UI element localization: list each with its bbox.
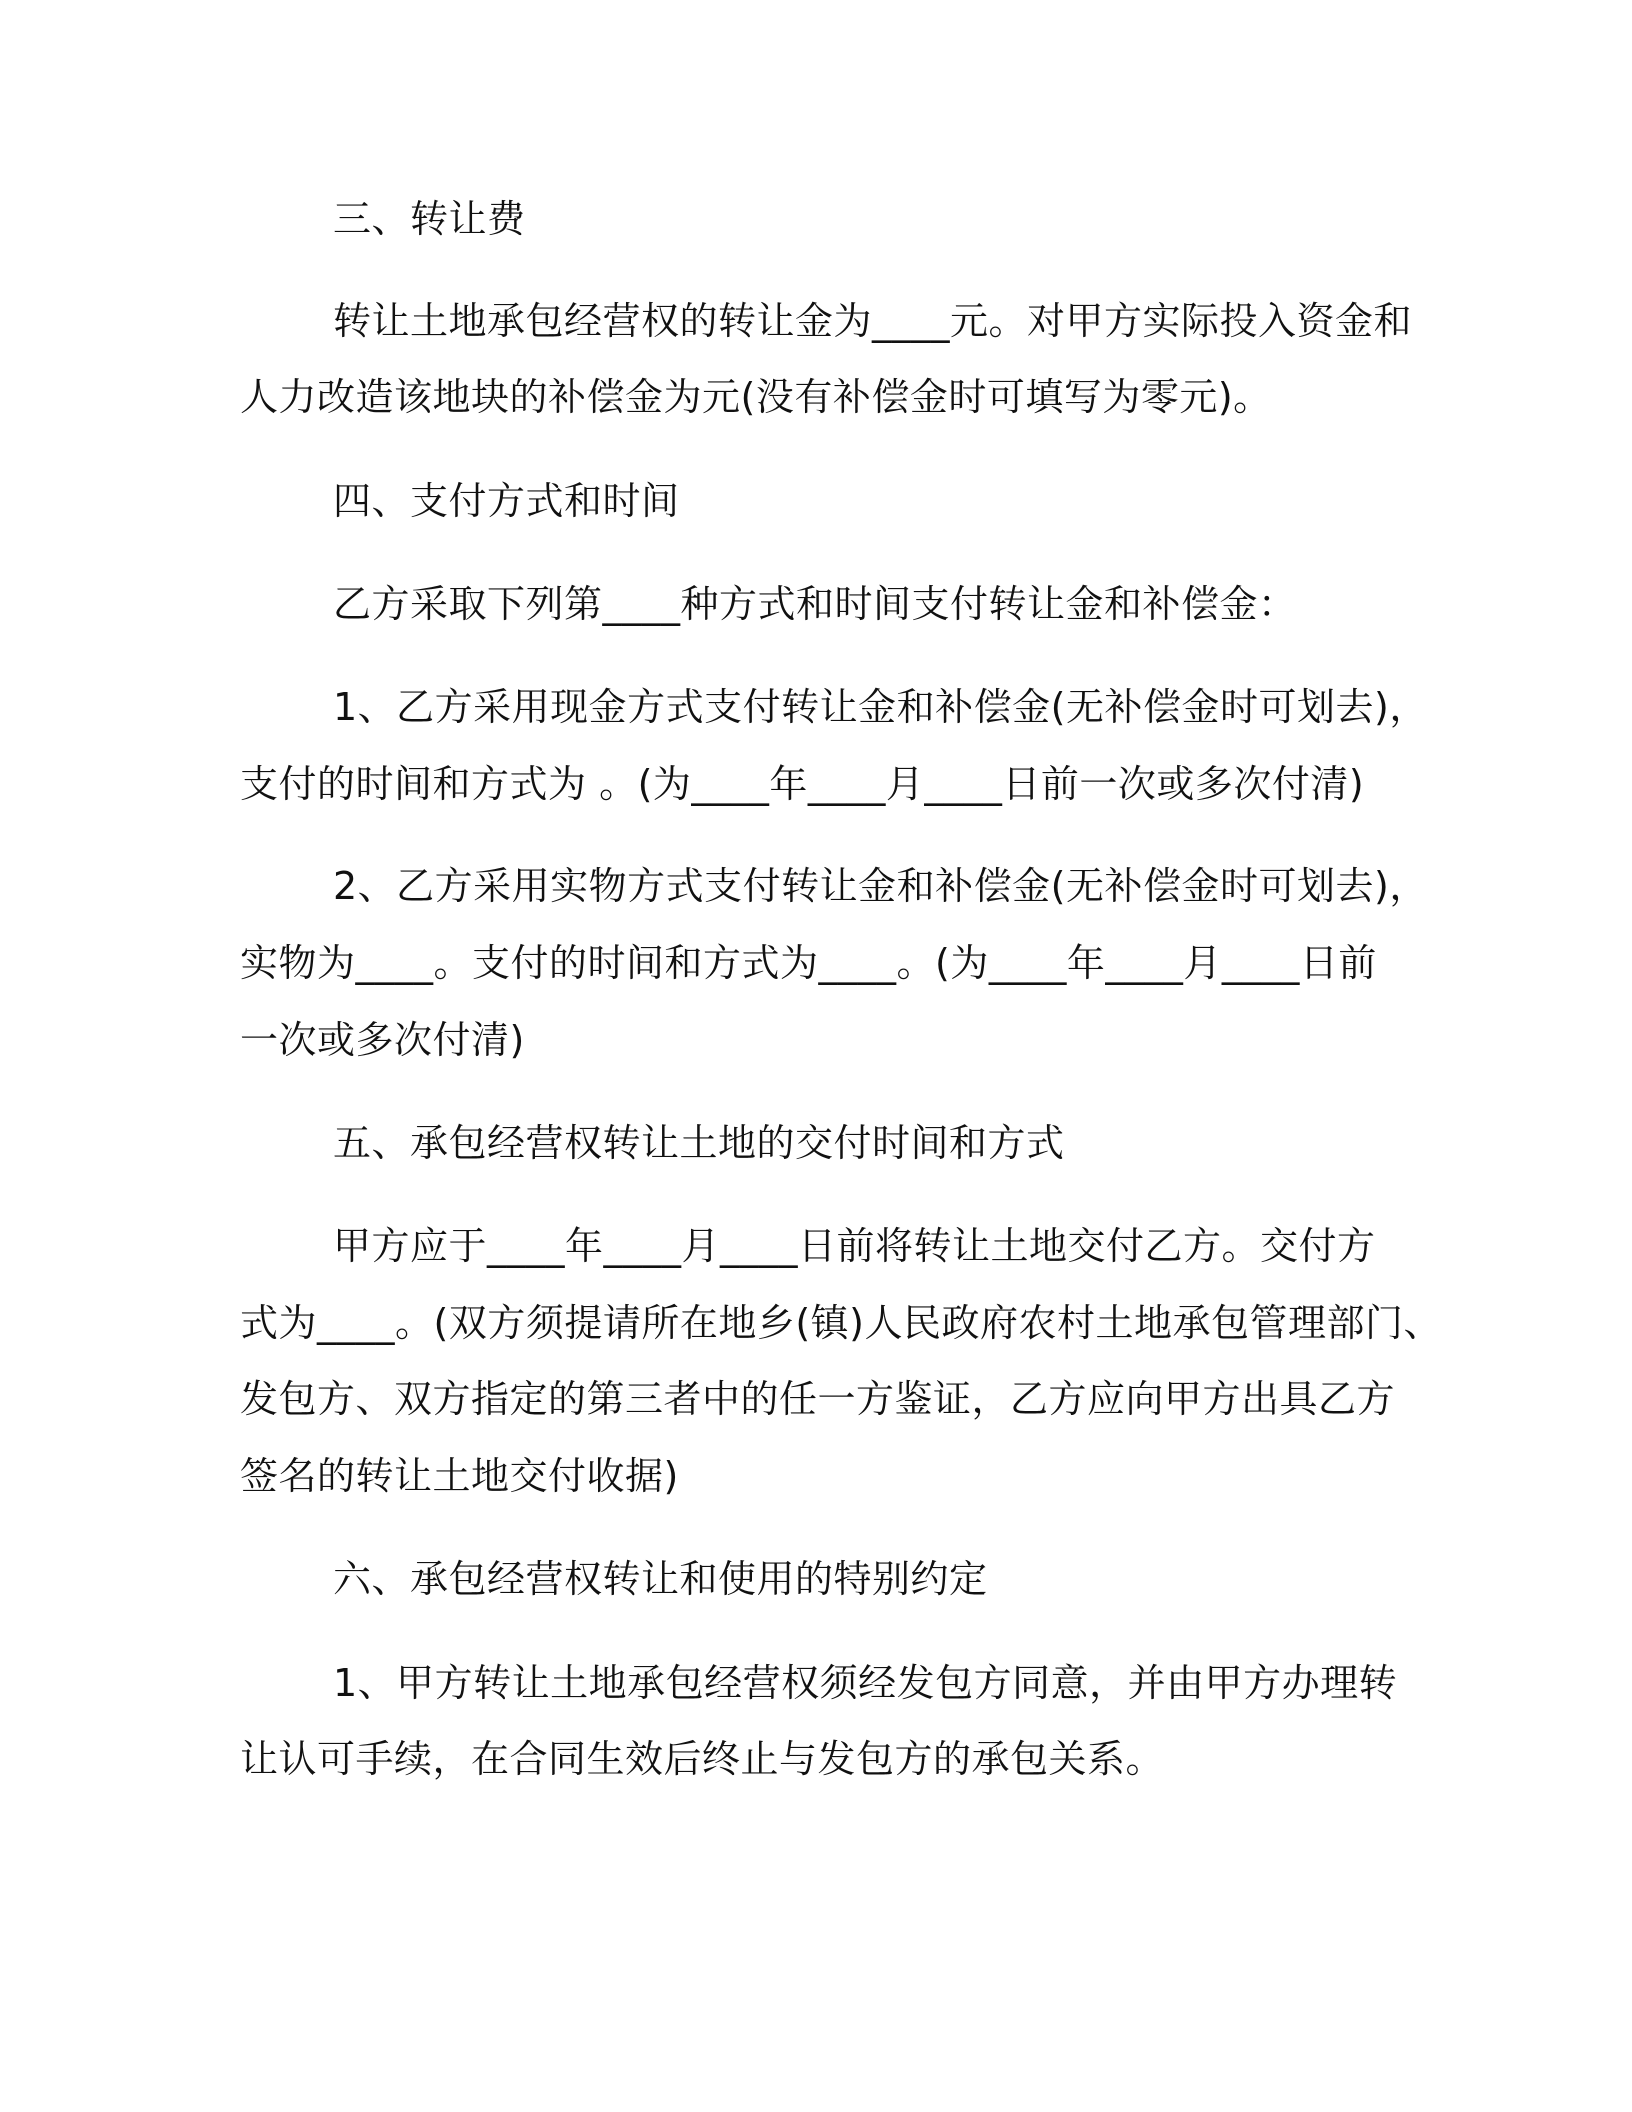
paragraph-line: 人力改造该地块的补偿金为元(没有补偿金时可填写为零元)。 (240, 375, 1272, 419)
paragraph-line: 支付的时间和方式为 。(为____年____月____日前一次或多次付清) (240, 762, 1365, 806)
paragraph-line: 让认可手续，在合同生效后终止与发包方的承包关系。 (240, 1737, 1165, 1781)
section-heading-transfer-fee: 三、转让费 (333, 197, 526, 241)
paragraph-line: 式为____。(双方须提请所在地乡(镇)人民政府农村土地承包管理部门、 (240, 1301, 1442, 1345)
paragraph-line: 一次或多次付清) (240, 1018, 525, 1062)
paragraph-line: 签名的转让土地交付收据) (240, 1454, 679, 1498)
paragraph-line: 转让土地承包经营权的转让金为____元。对甲方实际投入资金和 (333, 299, 1413, 343)
section-heading-payment: 四、支付方式和时间 (333, 479, 680, 523)
paragraph-line: 实物为____。支付的时间和方式为____。(为____年____月____日前 (240, 941, 1377, 985)
section-heading-delivery: 五、承包经营权转让土地的交付时间和方式 (333, 1121, 1065, 1165)
paragraph-line: 发包方、双方指定的第三者中的任一方鉴证，乙方应向甲方出具乙方 (240, 1377, 1396, 1421)
paragraph-line: 2、乙方采用实物方式支付转让金和补偿金(无补偿金时可划去)， (333, 864, 1428, 908)
paragraph-line: 乙方采取下列第____种方式和时间支付转让金和补偿金： (333, 582, 1297, 626)
paragraph-line: 1、甲方转让土地承包经营权须经发包方同意，并由甲方办理转 (333, 1661, 1398, 1705)
paragraph-line: 1、乙方采用现金方式支付转让金和补偿金(无补偿金时可划去)， (333, 685, 1428, 729)
paragraph-line: 甲方应于____年____月____日前将转让土地交付乙方。交付方 (333, 1224, 1376, 1268)
section-heading-special-terms: 六、承包经营权转让和使用的特别约定 (333, 1557, 988, 1601)
